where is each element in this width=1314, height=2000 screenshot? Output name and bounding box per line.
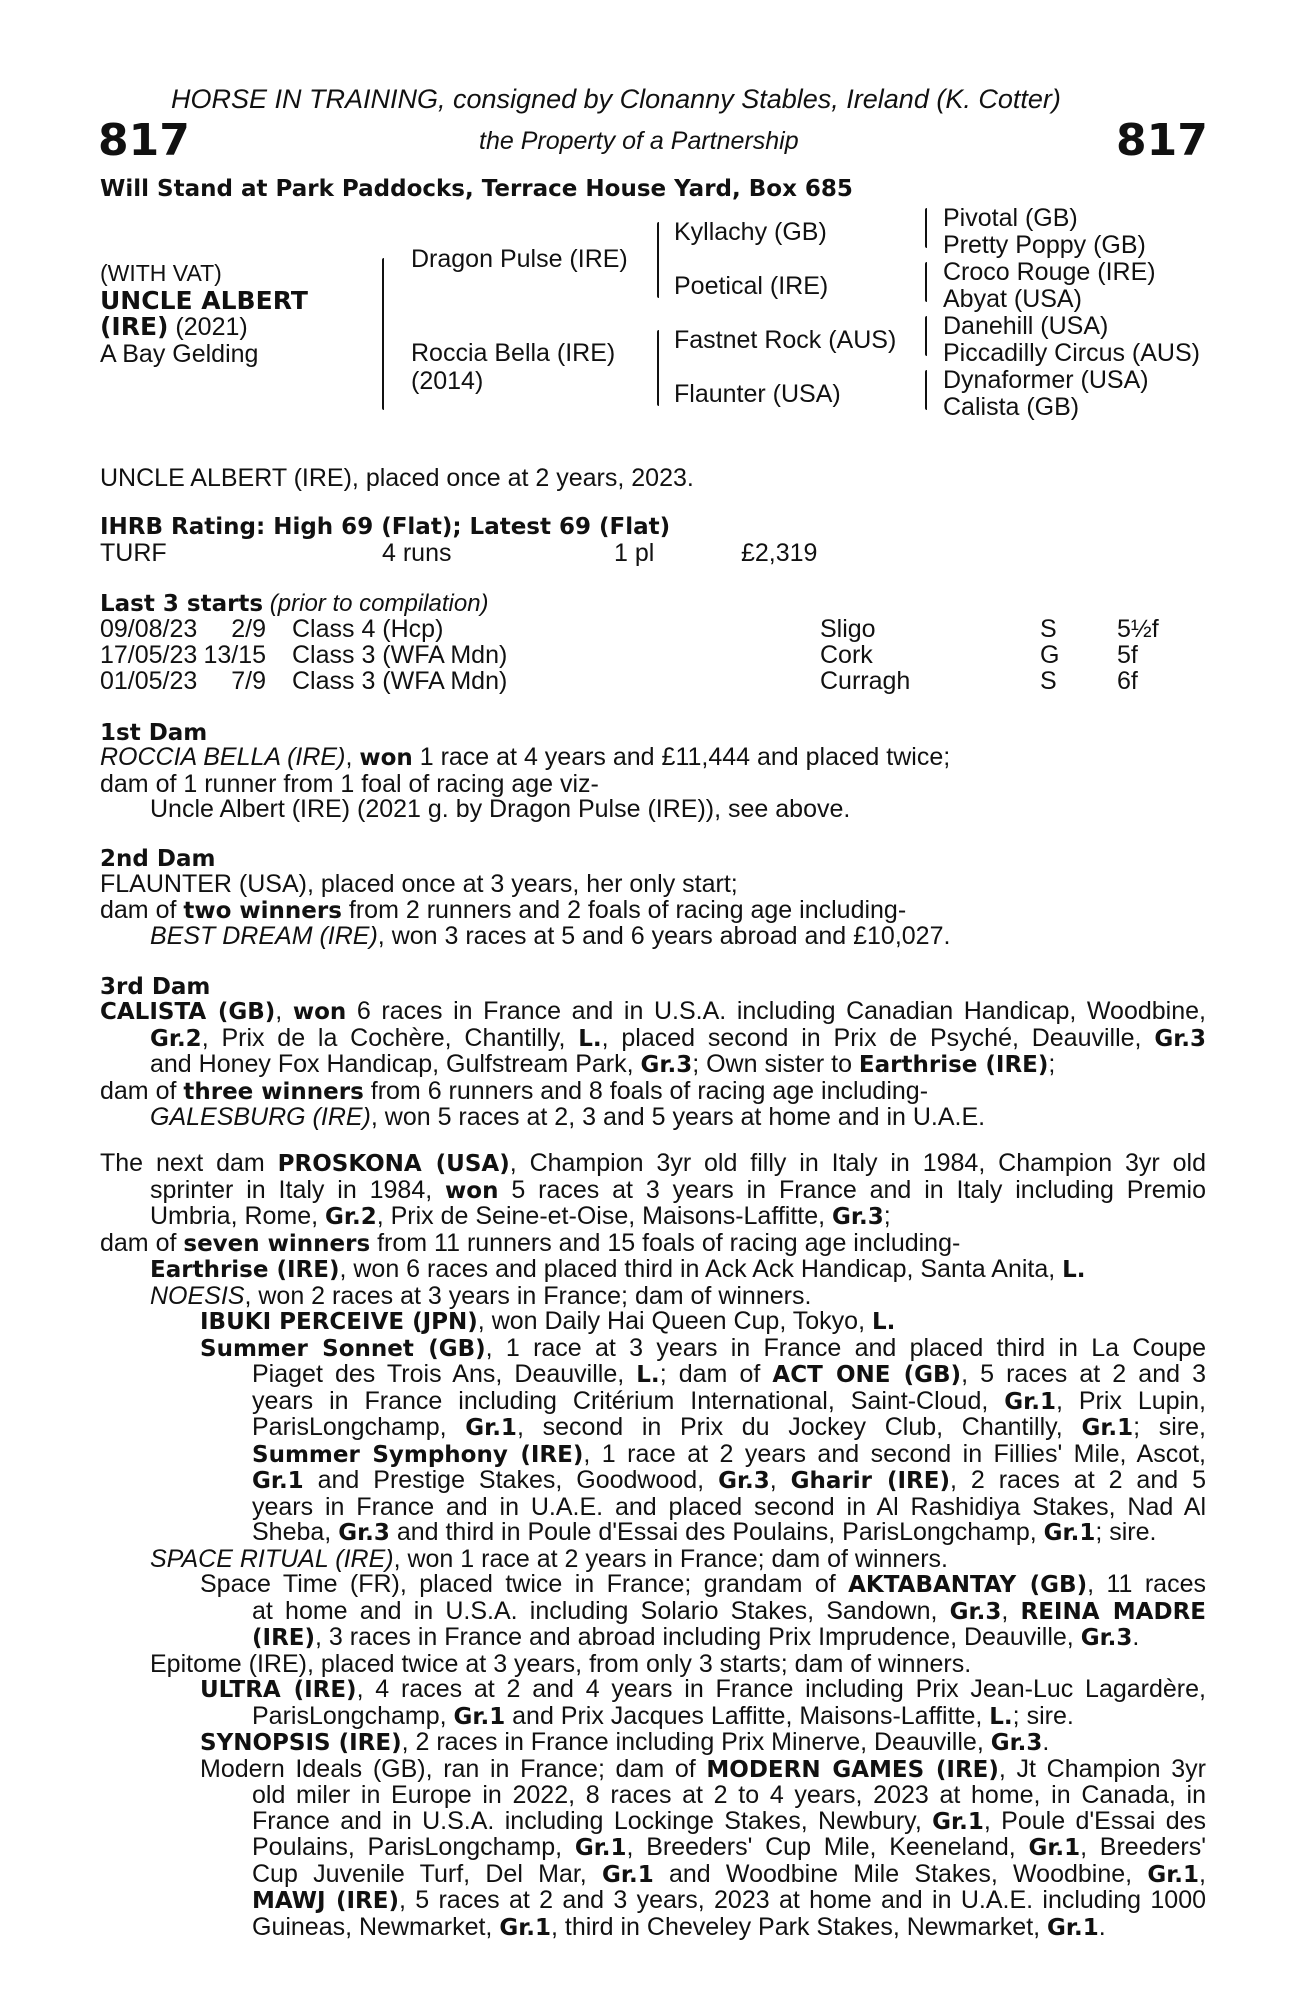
next-dam-text: The next dam PROSKONA (USA), Champion 3yr old filly in Italy in 1984, Champion 3yr old sprinter in Italy in 1984, won 5 races at 3 years in France and in Italy including Premio Umbria, Rome, Gr.2, Prix de Seine-et-Oise, Maisons-Laffitte, Gr.3; dam of seven winners from 11 runners and 15 foals of racing age including- Earthrise (IRE), won 6 races and placed third in Ack Ack Handicap, Santa Anita, L. NOESIS, won 2 races at 3 years in France; dam of winners. IBUKI PERCEIVE (JPN), won Daily Hai Queen Cup, Tokyo, L. Summer Sonnet (GB), 1 race at 3 years in France and placed third in La Coupe Piaget des Trois Ans, Deauville, L.; dam of ACT ONE (GB), 5 races at 2 and 3 years in France including Critérium International, Saint-Cloud, Gr.1, Prix Lupin, ParisLongchamp, Gr.1, second in Prix du Jockey Club, Chantilly, Gr.1; sire, Summer Symphony (IRE), 1 race at 2 years and second in Fillies' Mile, Ascot, Gr.1 and Prestige Stakes, Goodwood, Gr.3, Gharir (IRE), 2 races at 2 and 5 years in France and in U.A.E. and placed second in Al Rashidiya Stakes, Nad Al Sheba, Gr.3 and third in Poule d'Essai des Poulains, ParisLongchamp, Gr.1; sire. SPACE RITUAL (IRE), won 1 race at 2 years in France; dam of winners. Space Time (FR), placed twice in France; grandam of AKTABANTAY (GB), 11 races at home and in U.S.A. including Solario Stakes, Sandown, Gr.3, REINA MADRE (IRE), 3 races in France and abroad including Prix Imprudence, Deauville, Gr.3. Epitome (IRE), placed twice at 3 years, from only 3 starts; dam of winners. ULTRA (IRE), 4 races at 2 and 4 years in France including Prix Jean-Luc Lagardère, ParisLongchamp, Gr.1 and Prix Jacques Laffitte, Maisons-Laffitte, L.; sire. SYNOPSIS (IRE), 2 races in France including Prix Minerve, Deauville, Gr.3. Modern Ideals (GB), ran in France; dam of MODERN GAMES (IRE), Jt Champion 3yr old miler in Europe in 2022, 8 races at 2 to 4 years, 2023 at home, in Canada, in France and in U.S.A. including Lockinge Stakes, Newbury, Gr.1, Poule d'Essai des Poulains, ParisLongchamp, Gr.1, Breeders' Cup Mile, Keeneland, Gr.1, Breeders' Cup Juvenile Turf, Del Mar, Gr.1 and Woodbine Mile Stakes, Woodbine, Gr.1, MAWJ (IRE), 5 races at 2 and 3 years, 2023 at home and in U.A.E. including 1000 Guineas, Newmarket, Gr.1, third in Cheveley Park Stakes, Newmarket, Gr.1. xyxy=(100,1149,1207,1941)
pedigree-g2-4: Flaunter (USA) xyxy=(674,380,841,408)
pedigree-brace-g3-4 xyxy=(925,370,927,410)
rating-placed: 1 pl xyxy=(614,539,655,567)
start-distance: 6f xyxy=(1117,667,1138,695)
pedigree-brace-dam xyxy=(657,330,659,406)
last-starts-heading xyxy=(100,590,489,617)
pedigree-g3-7: Dynaformer (USA) xyxy=(943,366,1149,394)
last-starts-title: Last 3 starts xyxy=(100,591,264,617)
start-pos: 2/9 xyxy=(231,615,266,643)
start-pos: 7/9 xyxy=(231,667,266,695)
lot-number-right: 817 xyxy=(1116,115,1208,166)
start-going: S xyxy=(1040,667,1057,695)
horse-description: A Bay Gelding xyxy=(100,340,259,368)
pedigree-g3-6: Piccadilly Circus (AUS) xyxy=(943,339,1200,367)
pedigree-g3-4: Abyat (USA) xyxy=(943,285,1082,313)
start-date: 01/05/23 xyxy=(100,667,198,695)
start-course: Sligo xyxy=(820,615,876,643)
start-race: Class 3 (WFA Mdn) xyxy=(292,667,508,695)
last-starts-note: (prior to compilation) xyxy=(263,590,489,617)
property-line: the Property of a Partnership xyxy=(479,127,799,155)
start-distance: 5f xyxy=(1117,641,1138,669)
start-race: Class 3 (WFA Mdn) xyxy=(292,641,508,669)
pedigree-brace-g3-2 xyxy=(925,262,927,302)
start-distance: 5½f xyxy=(1117,615,1159,643)
pedigree-g3-8: Calista (GB) xyxy=(943,393,1080,421)
rating-runs: 4 runs xyxy=(382,539,452,567)
lot-number-left: 817 xyxy=(98,115,190,166)
horse-name: UNCLE ALBERT xyxy=(100,286,308,315)
pedigree-g3-1: Pivotal (GB) xyxy=(943,204,1078,232)
pedigree-brace-g3-1 xyxy=(925,208,927,248)
start-date: 17/05/23 xyxy=(100,641,198,669)
stand-line: Will Stand at Park Paddocks, Terrace House Yard, Box 685 xyxy=(100,176,853,202)
rating-surface: TURF xyxy=(100,539,167,567)
horse-year: (2021) xyxy=(168,313,248,341)
pedigree-g3-2: Pretty Poppy (GB) xyxy=(943,231,1146,259)
horse-origin-year xyxy=(100,314,248,340)
sire: Dragon Pulse (IRE) xyxy=(411,245,628,273)
first-dam-title: 1st Dam xyxy=(100,720,208,746)
pedigree-g2-1: Kyllachy (GB) xyxy=(674,218,827,246)
second-dam-text: FLAUNTER (USA), placed once at 3 years, her only start; dam of two winners from 2 runners and 2 foals of racing age including- BEST DREAM (IRE), won 3 races at 5 and 6 years abroad and £10,027. xyxy=(100,870,951,950)
start-going: S xyxy=(1040,615,1057,643)
second-dam-title: 2nd Dam xyxy=(100,846,216,872)
pedigree-g2-2: Poetical (IRE) xyxy=(674,272,829,300)
pedigree-g2-3: Fastnet Rock (AUS) xyxy=(674,326,897,354)
horse-origin: (IRE) xyxy=(100,312,169,341)
rating-title: IHRB Rating: High 69 (Flat); Latest 69 (Flat) xyxy=(100,514,671,540)
dam-year: (2014) xyxy=(411,367,484,395)
next-dam-title: The next dam xyxy=(100,1149,265,1177)
race-summary: UNCLE ALBERT (IRE), placed once at 2 years, 2023. xyxy=(100,464,694,492)
rating-earnings: £2,319 xyxy=(741,539,818,567)
third-dam-text: CALISTA (GB), won 6 races in France and in U.S.A. including Canadian Handicap, Woodbine, Gr.2, Prix de la Cochère, Chantilly, L., placed second in Prix de Psyché, Deauville, Gr.3 and Honey Fox Handicap, Gulfstream Park, Gr.3; Own sister to Earthrise (IRE); dam of three winners from 6 runners and 8 foals of racing age including- GALESBURG (IRE), won 5 races at 2, 3 and 5 years at home and in U.A.E. xyxy=(100,997,1206,1131)
pedigree-g3-3: Croco Rouge (IRE) xyxy=(943,258,1156,286)
start-date: 09/08/23 xyxy=(100,615,198,643)
vat-label: (WITH VAT) xyxy=(100,260,222,286)
pedigree-brace-sire xyxy=(657,222,659,298)
pedigree-brace-main xyxy=(382,258,384,410)
dam: Roccia Bella (IRE) xyxy=(411,339,616,367)
third-dam-title: 3rd Dam xyxy=(100,974,211,1000)
consignor-line: HORSE IN TRAINING, consigned by Clonanny Stables, Ireland (K. Cotter) xyxy=(171,84,1061,114)
first-dam-text: ROCCIA BELLA (IRE), won 1 race at 4 years and £11,444 and placed twice; dam of 1 runner from 1 foal of racing age viz- Uncle Albert (IRE) (2021 g. by Dragon Pulse (IRE)), see above. xyxy=(100,743,951,823)
pedigree-g3-5: Danehill (USA) xyxy=(943,312,1109,340)
start-going: G xyxy=(1040,641,1060,669)
start-course: Curragh xyxy=(820,667,911,695)
start-course: Cork xyxy=(820,641,873,669)
start-pos: 13/15 xyxy=(203,641,266,669)
start-race: Class 4 (Hcp) xyxy=(292,615,444,643)
pedigree-brace-g3-3 xyxy=(925,316,927,356)
